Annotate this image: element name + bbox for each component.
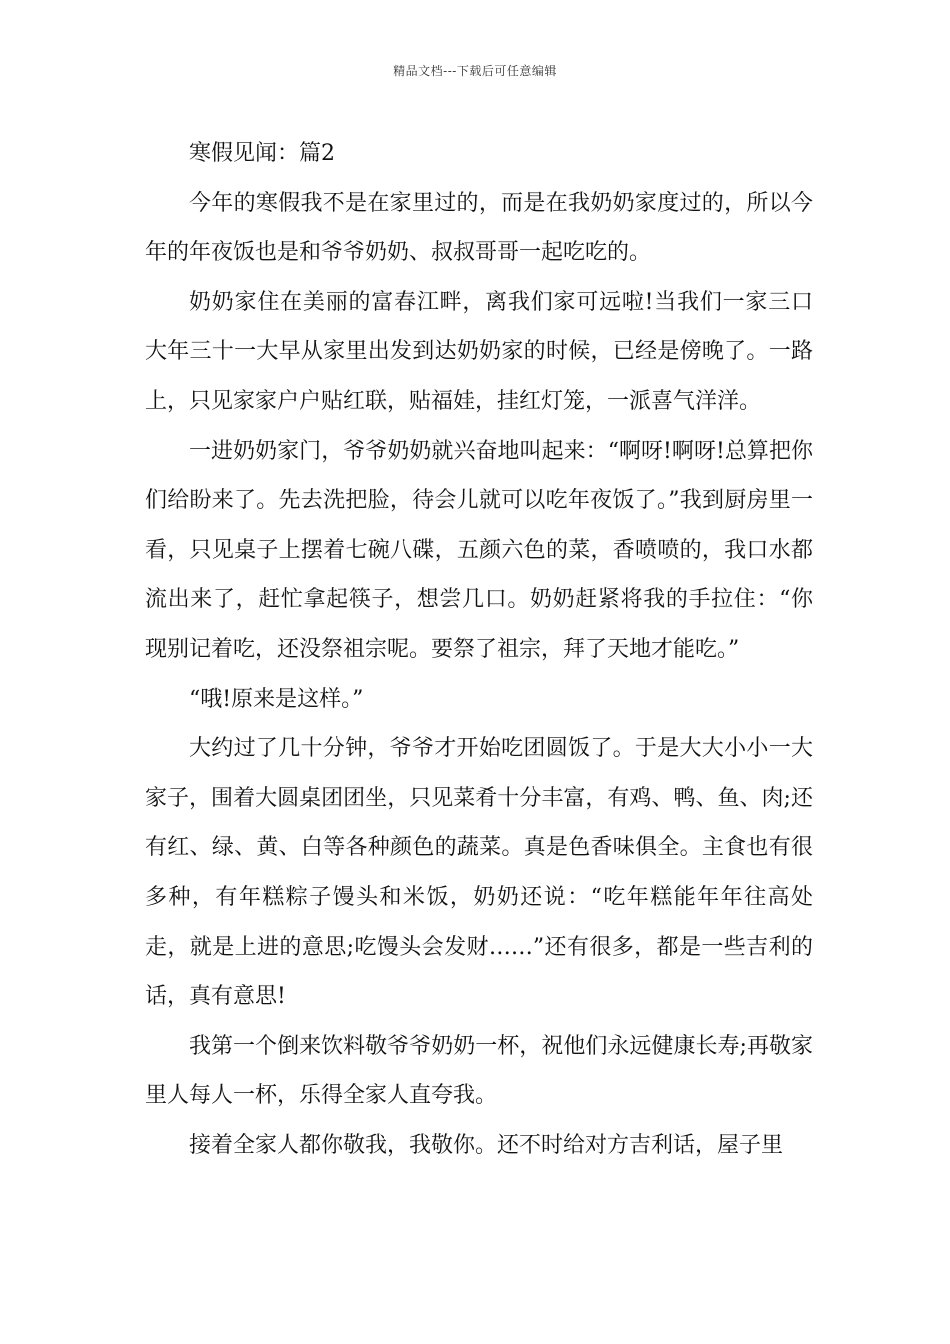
document-title: 寒假见闻：篇2 [189, 141, 335, 166]
paragraph: 接着全家人都你敬我，我敬你。还不时给对方吉利话，屋子里 [189, 1132, 784, 1158]
paragraph: 奶奶家住在美丽的富春江畔，离我们家可远啦!当我们一家三口大年三十一大早从家里出发到达奶奶家的时候，已经是傍晚了。一路上，只见家家户户贴红联，贴福娃，挂红灯笼，一派喜气洋洋。 [145, 289, 813, 414]
paragraph: “哦!原来是这样。” [189, 686, 364, 712]
paragraph: 今年的寒假我不是在家里过的，而是在我奶奶家度过的，所以今年的年夜饭也是和爷爷奶奶、叔叔哥哥一起吃吃的。 [145, 190, 813, 266]
document-body [145, 129, 813, 1170]
paragraph: 一进奶奶家门，爷爷奶奶就兴奋地叫起来：“啊呀!啊呀!总算把你们给盼来了。先去洗把脸，待会儿就可以吃年夜饭了。”我到厨房里一看，只见桌子上摆着七碗八碟，五颜六色的菜，香喷喷的，我口水都流出来了，赶忙拿起筷子，想尝几口。奶奶赶紧将我的手拉住：“你现别记着吃，还没祭祖宗呢。要祭了祖宗，拜了天地才能吃。” [145, 438, 813, 662]
paragraph: 大约过了几十分钟，爷爷才开始吃团圆饭了。于是大大小小一大家子，围着大圆桌团团坐，只见菜肴十分丰富，有鸡、鸭、鱼、肉;还有红、绿、黄、白等各种颜色的蔬菜。真是色香味俱全。主食也有很多种，有年糕粽子馒头和米饭，奶奶还说：“吃年糕能年年往高处走，就是上进的意思;吃馒头会发财……”还有很多，都是一些吉利的话，真有意思! [145, 736, 813, 1010]
page-header: 精品文档---下载后可任意编辑 [393, 64, 557, 78]
paragraph: 我第一个倒来饮料敬爷爷奶奶一杯，祝他们永远健康长寿;再敬家里人每人一杯，乐得全家人直夸我。 [145, 1033, 813, 1109]
